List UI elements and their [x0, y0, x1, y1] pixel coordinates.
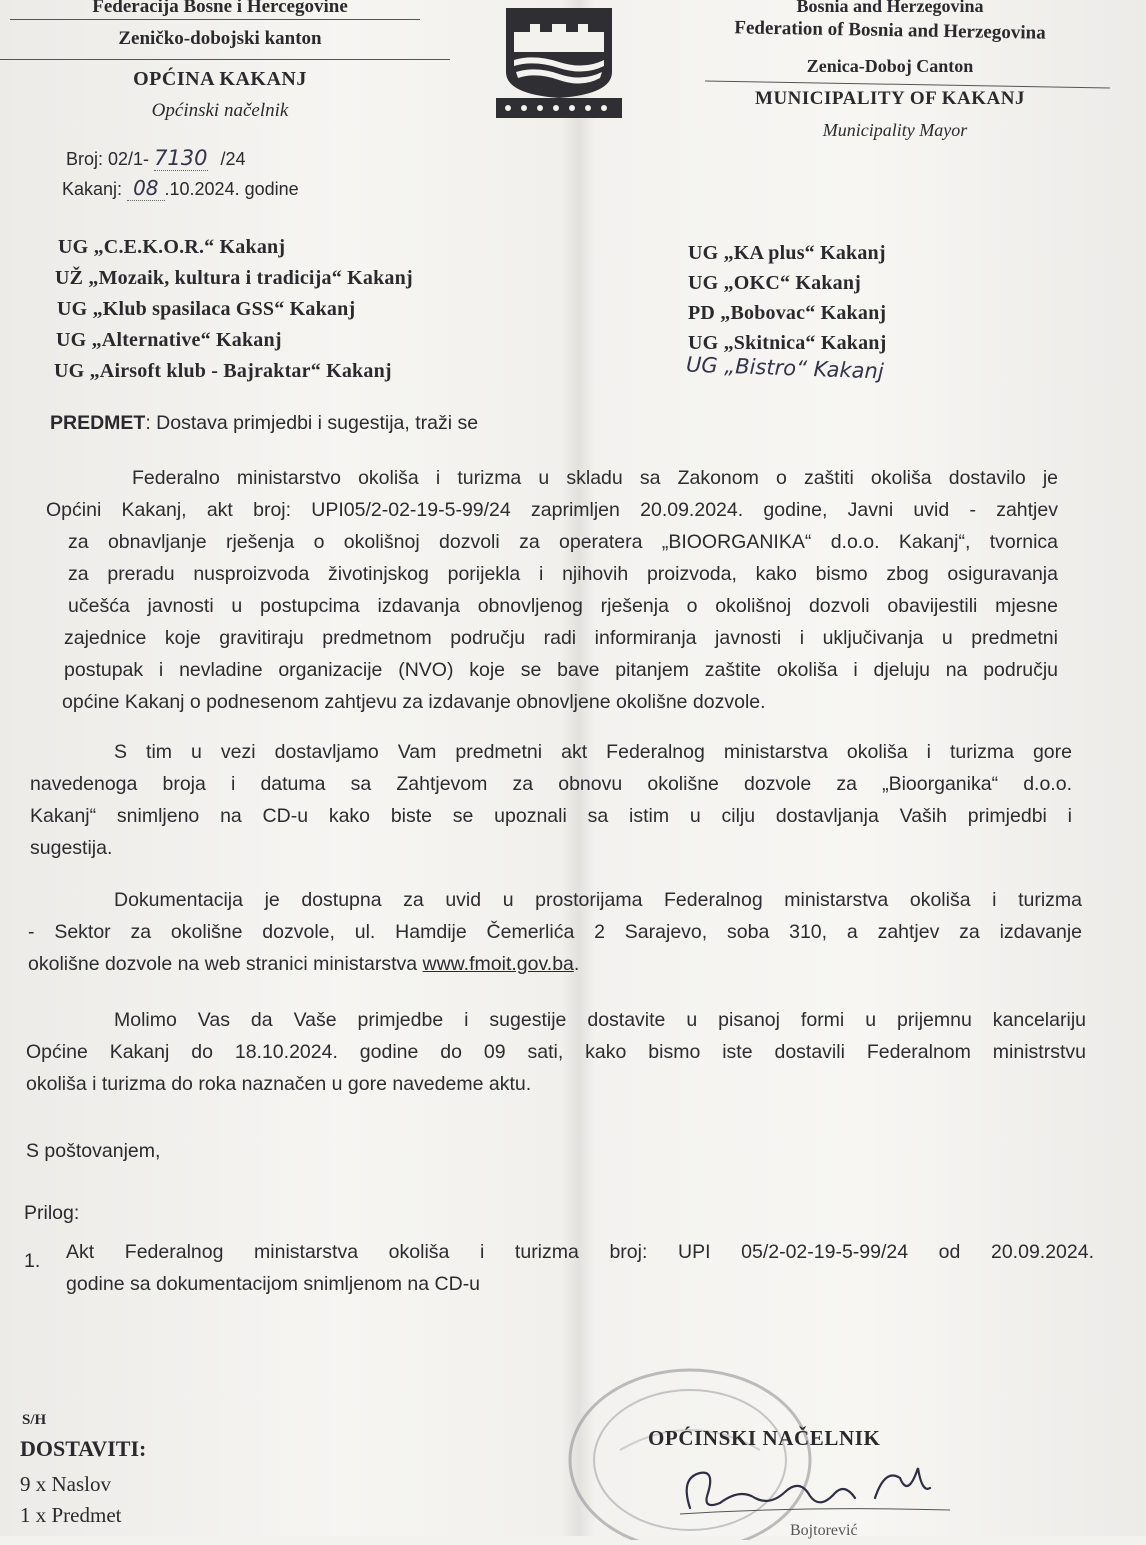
recipient-left-1: UG „C.E.K.O.R.“ Kakanj	[58, 236, 286, 258]
handwritten-number: 7130	[154, 146, 208, 170]
signatory-title: OPĆINSKI NAČELNIK	[648, 1426, 881, 1450]
website-line: okolišne dozvole na web stranici ministarstva www.fmoit.gov.ba.	[28, 953, 580, 975]
subject-line	[50, 412, 478, 435]
recipient-right-4: UG „Skitnica“ Kakanj	[688, 332, 887, 354]
signatory-name: Bojtorević	[790, 1522, 858, 1539]
header-left-canton: Zeničko-dobojski kanton	[118, 28, 322, 49]
deliver-label: DOSTAVITI:	[20, 1436, 147, 1461]
recipient-right-2: UG „OKC“ Kakanj	[688, 272, 862, 294]
header-right-entity: Federation of Bosnia and Herzegovina	[734, 17, 1046, 44]
signature-icon	[660, 1448, 960, 1528]
coat-of-arms-icon	[494, 2, 624, 127]
paragraph-2: S tim u vezi dostavljamo Vam predmetni akt Federalnog ministarstva okoliša i turizma gore navedenoga broja i datuma sa Zahtjevom za obnovu okolišne dozvole za „Bioorganika“ d.o.o. Kakanj“ snimljeno na CD-u kako biste se upoznali sa istim u cilju dostavljanja Vaših primjedbi i sugestija.	[30, 741, 1072, 859]
attachment-item: Akt Federalnog ministarstva okoliša i turizma broj: UPI 05/2-02-19-5-99/24 od 20.09.2024. godine sa dokumentacijom snimljenom na CD-u	[66, 1241, 1094, 1295]
municipality-title: OPĆINA KAKANJ	[133, 68, 307, 90]
header-left-rule	[10, 19, 420, 20]
reference-date: Kakanj: 08 .10.2024. godine	[62, 176, 299, 200]
header-left-rule-2	[0, 59, 450, 60]
paragraph-4: Molimo Vas da Vaše primjedbe i sugestije dostavite u pisanoj formi u prijemnu kancelariju Općine Kakanj do 18.10.2024. godine do 09 sati, kako bismo iste dostavili Federalnom ministrstvu okoliša i turizma do roka naznačen u gore navedeme aktu.	[26, 1009, 1086, 1095]
recipient-right-handwritten: UG „Bistro“ Kakanj	[685, 352, 885, 384]
recipient-left-2: UŽ „Mozaik, kultura i tradicija“ Kakanj	[55, 267, 413, 289]
header-right-canton: Zenica-Doboj Canton	[806, 56, 974, 76]
recipient-left-3: UG „Klub spasilaca GSS“ Kakanj	[57, 298, 356, 320]
subject-text: : Dostava primjedbi i sugestija, traži se	[145, 412, 479, 434]
recipient-left-4: UG „Alternative“ Kakanj	[56, 329, 282, 351]
attachment-label: Prilog:	[24, 1202, 80, 1224]
header-right-country: Bosnia and Herzegovina	[796, 0, 984, 16]
recipient-right-3: PD „Bobovac“ Kakanj	[688, 302, 887, 324]
closing-salutation: S poštovanjem,	[26, 1140, 161, 1162]
initials: S/H	[22, 1412, 47, 1428]
office-title: Općinski načelnik	[151, 100, 289, 121]
recipient-left-5: UG „Airsoft klub - Bajraktar“ Kakanj	[54, 360, 392, 382]
subject-label: PREDMET	[50, 412, 146, 434]
recipient-right-1: UG „KA plus“ Kakanj	[688, 242, 886, 264]
attachment-number: 1.	[24, 1250, 41, 1272]
header-right-office: Municipality Mayor	[822, 120, 968, 140]
deliver-item-1: 9 x Naslov	[20, 1472, 111, 1496]
handwritten-day: 08	[127, 176, 164, 201]
header-left-entity: Federacija Bosne i Hercegovine	[92, 0, 348, 17]
header-right-municipality: MUNICIPALITY OF KAKANJ	[755, 88, 1025, 109]
ministry-website-link[interactable]: www.fmoit.gov.ba	[422, 953, 574, 975]
reference-number: Broj: 02/1- 7130 /24	[66, 146, 246, 170]
paragraph-1: Federalno ministarstvo okoliša i turizma u skladu sa Zakonom o zaštiti okoliša dostavilo je Općini Kakanj, akt broj: UPI05/2-02-19-5-99/24 zaprimljen 20.09.2024. godine, Javni uvid - zahtjev za obnavljanje rješenja o okolišnoj dozvoli za operatera „BIOORGANIKA“ d.o.o. Kakanj“, tvornica za preradu nusproizvoda životinjskog porijekla i njihovih proizvoda, kako bismo zbog osiguravanja učešća javnosti u postupcima izdavanja obnovljenog rješenja o okolišnoj dozvoli obavijestili mjesne zajednice koje gravitiraju predmetnom području radi informiranja javnosti i uključivanja u predmetni postupak i nevladine organizacije (NVO) koje se bave pitanjem zaštite okoliša i djeluju na području općine Kakanj o podnesenom zahtjevu za izdavanje obnovljene okolišne dozvole.	[46, 467, 1058, 713]
deliver-item-2: 1 x Predmet	[20, 1503, 122, 1527]
paragraph-3: Dokumentacija je dostupna za uvid u prostorijama Federalnog ministarstva okoliša i turizma - Sektor za okolišne dozvole, ul. Hamdije Čemerlića 2 Sarajevo, soba 310, a zahtjev za izdavanje okolišne dozvole na web stranici ministarstva www.fmoit.gov.ba.	[28, 884, 1082, 980]
